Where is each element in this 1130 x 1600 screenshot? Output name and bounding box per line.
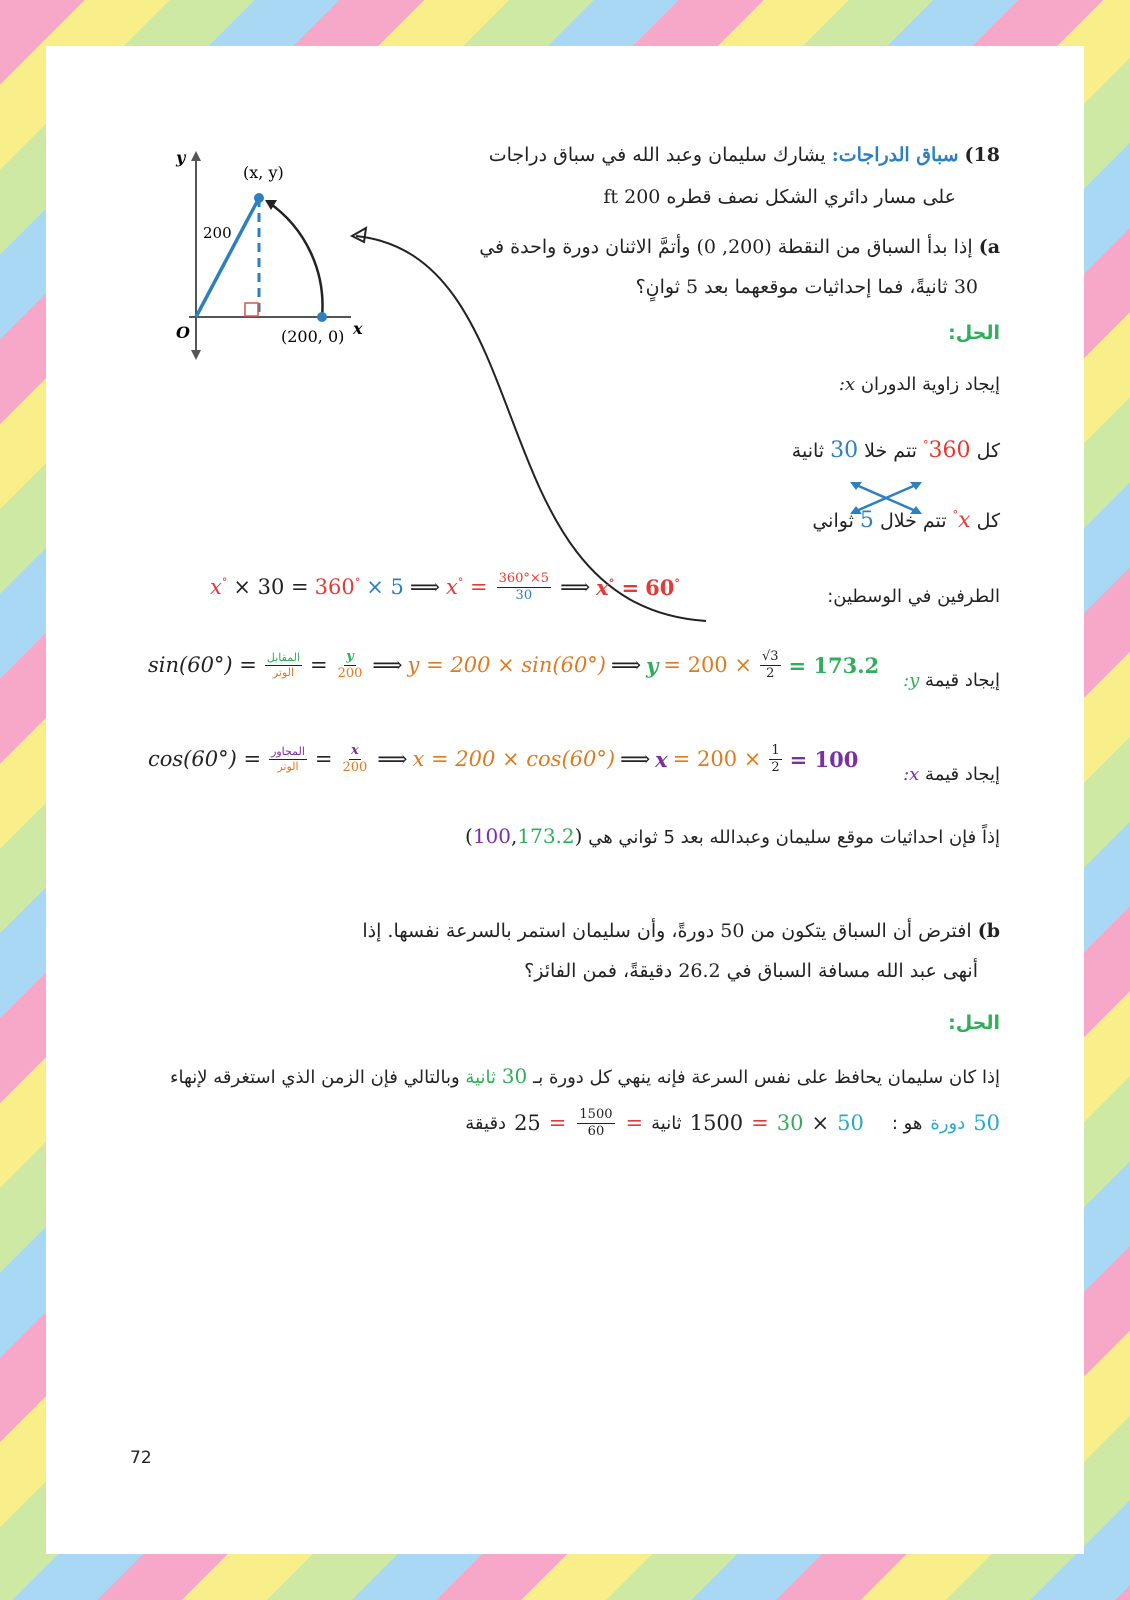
find-y <box>903 670 1000 691</box>
part-a-text-1: إذا بدأ السباق من النقطة (200, 0) وأتمَّ الاثنان دورة واحدة في <box>479 236 973 258</box>
row1-mid: تتم خلا <box>864 440 917 462</box>
radius-line <box>196 198 259 317</box>
sin-y: y <box>346 649 354 664</box>
problem-18-line1 <box>489 144 1000 166</box>
row2-end: ثواني <box>812 510 854 532</box>
cos-x2: x <box>655 746 668 772</box>
sin-arrow-2: ⟹ <box>611 653 642 678</box>
cos-adj: المجاور <box>271 745 305 759</box>
cos-lhs: cos(60°) = <box>148 747 262 772</box>
curved-arrow-head-icon <box>352 228 366 242</box>
calc-eq3: = <box>548 1111 567 1136</box>
y-axis-arrow-down-icon <box>191 350 201 360</box>
find-angle-var: x: <box>838 374 856 395</box>
half-frac <box>769 744 781 774</box>
eq1-times30: × 30 = <box>233 575 309 600</box>
part-a-line1 <box>479 236 1000 258</box>
eq1-result: 60° <box>645 574 680 600</box>
conclusion-text: إذاً فإن احداثيات موقع سليمان وعبدالله بعد 5 ثواني هي <box>588 827 1000 848</box>
cos-x: x <box>351 743 359 758</box>
find-x-var: x: <box>903 764 920 785</box>
cross-equation <box>210 572 680 602</box>
sol-b-text-d: وبالتالي فإن الزمن الذي استغرقه لإنهاء <box>170 1067 460 1088</box>
cos-arrow-1: ⟹ <box>377 747 408 772</box>
cos-equation <box>148 744 858 774</box>
part-b-text-1: افترض أن السباق يتكون من 50 دورةً، وأن سليمان استمر بالسرعة نفسها. إذا <box>362 920 972 942</box>
row1-prefix: كل <box>976 440 1000 462</box>
calc-eq: = <box>751 1111 769 1136</box>
half-den: 2 <box>771 759 780 775</box>
cos-200: 200 <box>342 759 368 775</box>
sqrt3: √3 <box>761 649 779 664</box>
sol-b-text-a: إذا كان سليمان يحافظ على نفس السرعة فإنه ينهي كل دورة بـ <box>532 1067 1000 1088</box>
sol-b-30: 30 <box>501 1064 528 1088</box>
calc-eq2: = <box>625 1111 644 1136</box>
cos-arabic-frac <box>269 746 307 772</box>
sol-b-sec: ثانية <box>465 1067 497 1088</box>
solution-b-line2 <box>465 1108 1000 1138</box>
solution-a-label: الحل: <box>948 322 1000 344</box>
eq1-360: 360° <box>314 575 361 600</box>
cos-arrow-2: ⟹ <box>620 747 651 772</box>
ratio-row-2 <box>812 508 1000 533</box>
cos-eq1: = <box>314 747 333 772</box>
half-num: 1 <box>771 743 780 758</box>
find-y-text: إيجاد قيمة <box>925 670 1000 691</box>
calc-1500: 1500 <box>689 1111 744 1136</box>
find-angle <box>839 374 1000 395</box>
calc-50: 50 <box>837 1111 864 1136</box>
calc-frac-den: 60 <box>587 1123 605 1139</box>
sin-y-frac <box>336 650 365 680</box>
x-axis-label: x <box>353 319 363 338</box>
cos-mid: x = 200 × cos(60°) <box>412 747 616 772</box>
problem-title: سباق الدراجات: <box>831 144 959 166</box>
row1-num: 30 <box>830 438 859 463</box>
solution-b-label: الحل: <box>948 1012 1000 1034</box>
ratio-row-1 <box>792 438 1000 463</box>
calc-sec: ثانية <box>651 1112 682 1134</box>
row1-deg: 360° <box>923 438 971 463</box>
sin-hyp: الوتر <box>272 665 295 679</box>
sin-result: = 173.2 <box>788 652 880 678</box>
part-b-line1 <box>362 920 1000 942</box>
point-label: (x, y) <box>243 163 284 182</box>
cross-label: الطرفين في الوسطين: <box>827 586 1000 607</box>
problem-text-1: يشارك سليمان وعبد الله في سباق دراجات <box>488 144 826 166</box>
sol-b-laps: دورة <box>930 1112 966 1134</box>
origin-label: O <box>176 323 190 342</box>
page-number: 72 <box>130 1448 152 1468</box>
row2-num: 5 <box>859 508 874 533</box>
part-b-letter: b) <box>977 920 1000 942</box>
cos-result: = 100 <box>789 746 859 772</box>
row1-end: ثانية <box>791 440 825 462</box>
eq1-times5: × 5 <box>366 575 404 600</box>
find-y-var: y: <box>903 670 920 691</box>
radius-label: 200 <box>203 224 232 242</box>
sin-eq1: = <box>309 653 328 678</box>
eq1-x: x° <box>210 575 228 600</box>
problem-number: 18) <box>964 144 1000 166</box>
find-x <box>903 764 1000 785</box>
eq1-arrow-1: ⟹ <box>409 575 440 600</box>
sin-arrow-1: ⟹ <box>372 653 403 678</box>
sin-arabic-frac <box>265 652 302 678</box>
right-angle-mark <box>245 303 258 316</box>
conclusion <box>465 824 1000 848</box>
find-x-text: إيجاد قيمة <box>925 764 1000 785</box>
eq1-x2: x° = <box>445 575 488 600</box>
problem-18-line2: على مسار دائري الشكل نصف قطره 200 ft <box>603 186 956 208</box>
calc-frac-num: 1500 <box>579 1107 613 1122</box>
final-coordinates: (100,173.2) <box>465 824 583 848</box>
y-axis-label: y <box>176 148 186 167</box>
solution-b-line1 <box>170 1064 1000 1088</box>
calc-25: 25 <box>514 1111 541 1136</box>
calc-times: × <box>811 1111 830 1136</box>
sin-y2: y <box>646 652 659 678</box>
sqrt3-den: 2 <box>766 665 775 681</box>
sin-200b: = 200 × <box>663 653 752 678</box>
sqrt3-frac <box>760 650 781 680</box>
calc-min: دقيقة <box>465 1112 507 1134</box>
eq1-frac-den: 30 <box>515 587 533 603</box>
sol-b-50: 50 <box>973 1111 1000 1136</box>
eq1-fraction <box>497 572 551 602</box>
part-b-line2: أنهى عبد الله مسافة السباق في 26.2 دقيقةً، فمن الفائز؟ <box>524 960 978 982</box>
sin-mid: y = 200 × sin(60°) <box>407 653 606 678</box>
part-a-line2: 30 ثانيةً، فما إحداثيات موقعهما بعد 5 ثوانٍ؟ <box>635 276 978 298</box>
page <box>46 46 1084 1554</box>
sin-equation <box>148 650 879 680</box>
point-xy <box>254 193 264 203</box>
start-label: (200, 0) <box>281 327 345 346</box>
sol-b-is: هو : <box>891 1112 923 1134</box>
cos-hyp: الوتر <box>277 759 299 773</box>
cos-200b: = 200 × <box>672 747 762 772</box>
sin-200: 200 <box>337 665 363 681</box>
row2-mid: تتم خلال <box>879 510 947 532</box>
eq1-x3: x° = <box>596 574 640 600</box>
calc-frac <box>577 1108 614 1138</box>
sin-lhs: sin(60°) = <box>148 653 257 678</box>
eq1-frac-num: 360°×5 <box>498 571 550 586</box>
sin-opp: المقابل <box>266 651 300 665</box>
part-a-letter: a) <box>978 236 1000 258</box>
calc-30: 30 <box>776 1111 804 1136</box>
y-axis-arrow-icon <box>191 151 201 161</box>
find-angle-text: إيجاد زاوية الدوران <box>860 374 1000 395</box>
cos-x-frac <box>341 744 370 774</box>
row2-prefix: كل <box>976 510 1000 532</box>
eq1-arrow-2: ⟹ <box>560 575 591 600</box>
row2-var: x° <box>952 508 971 533</box>
